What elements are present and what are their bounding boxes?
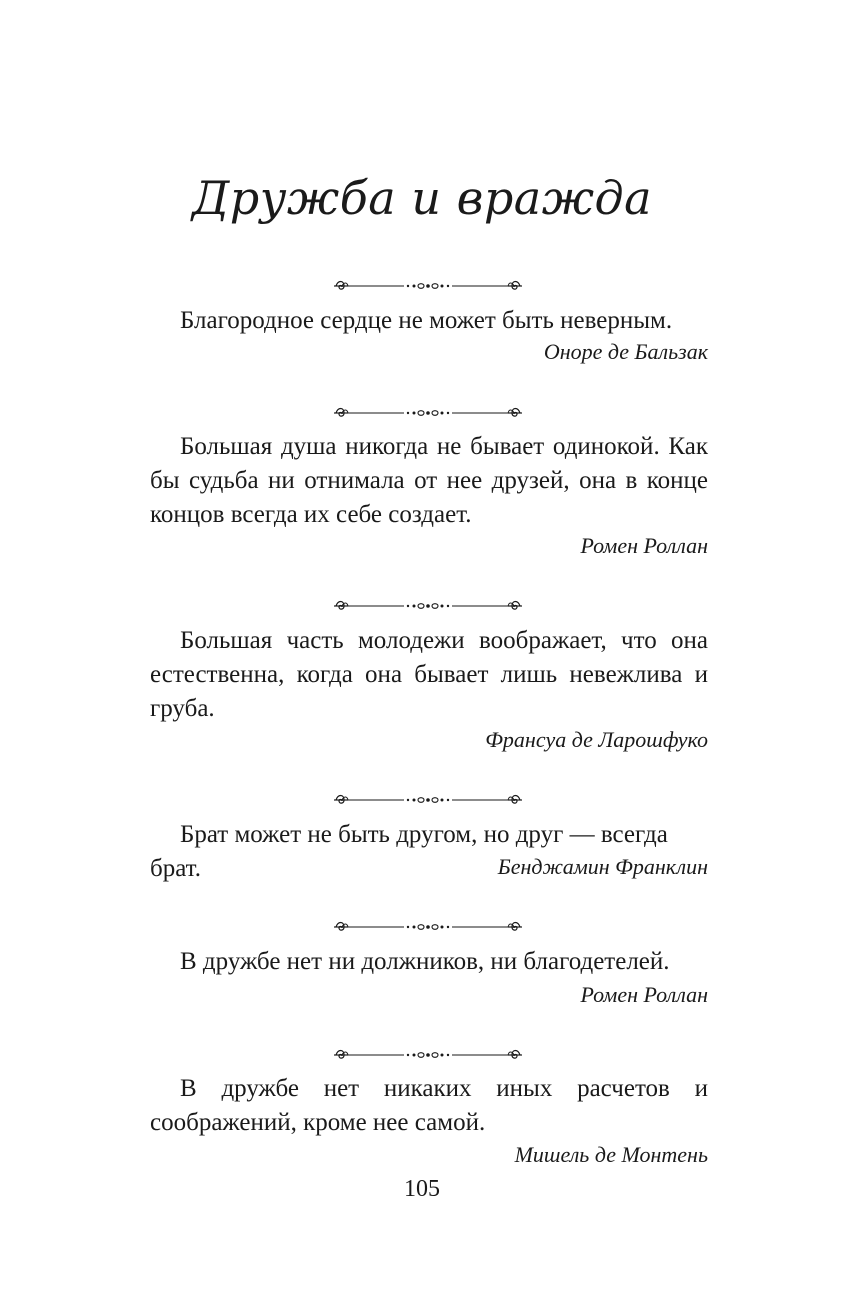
flourish-divider-icon — [332, 278, 524, 294]
quote-author: Оноре де Бальзак — [543, 339, 708, 364]
flourish-divider-icon — [332, 919, 524, 935]
quote-author: Бенджамин Франклин — [497, 854, 708, 879]
quote-text: Благородное сердце не может быть неверным. — [180, 307, 673, 334]
quote-text: Большая душа никогда не бывает одинокой. Как бы судьба ни отнимала от нее друзей, она в конце концов всегда их себе создает. — [150, 433, 708, 528]
flourish-divider-icon — [332, 1047, 524, 1063]
quote-text: В дружбе нет ни должников, ни благодетелей. — [180, 948, 670, 975]
page-title: Дружба и вражда — [191, 171, 653, 225]
flourish-divider-icon — [332, 598, 524, 614]
flourish-divider-icon — [332, 792, 524, 808]
quote-text: В дружбе нет никаких иных расчетов и соображений, кроме нее самой. — [150, 1075, 708, 1136]
quote-text: Брат может не быть другом, но друг — всегда брат. — [150, 821, 668, 882]
quote-author: Ромен Роллан — [580, 533, 708, 558]
quote-author: Франсуа де Ларошфуко — [485, 727, 708, 752]
flourish-divider-icon — [332, 405, 524, 421]
quote-author: Мишель де Монтень — [514, 1142, 708, 1167]
page-number: 105 — [404, 1176, 440, 1202]
quote-author: Ромен Роллан — [580, 982, 708, 1007]
quote-text: Большая часть молодежи воображает, что она естественна, когда она бывает лишь невежлива и груба. — [150, 627, 708, 722]
